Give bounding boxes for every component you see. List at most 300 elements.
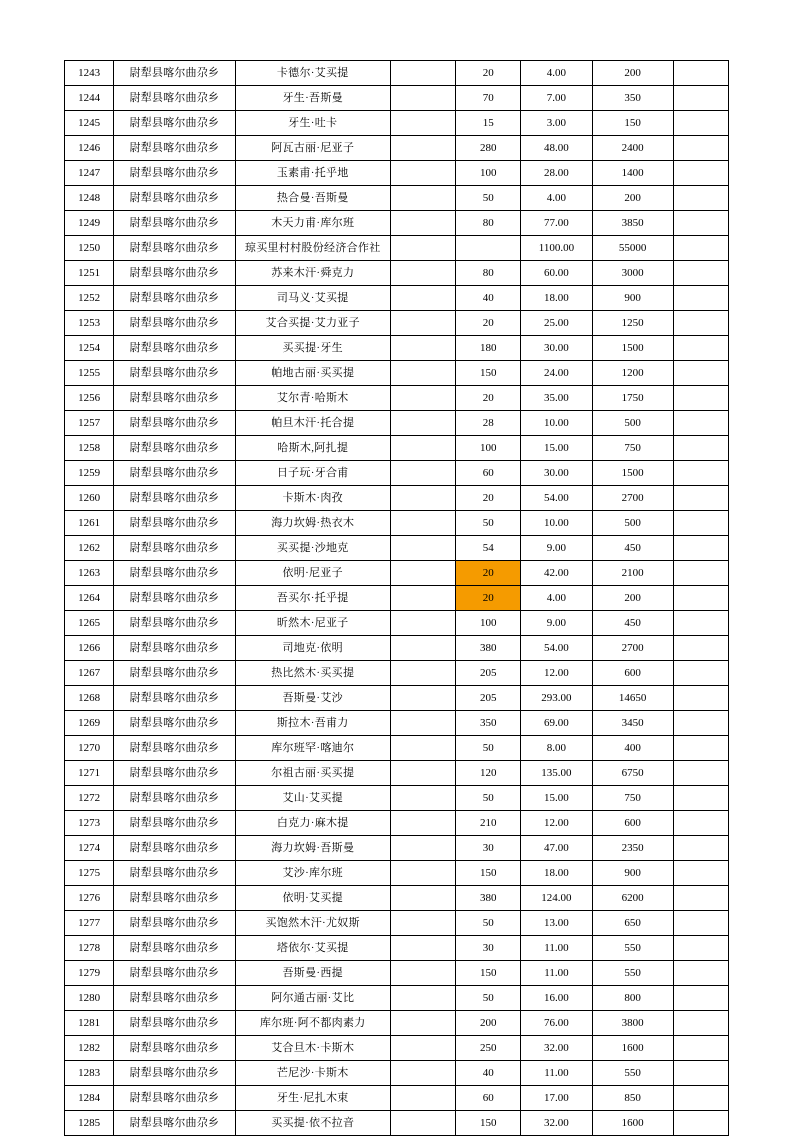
cell-id: 1269 [65,711,114,736]
cell-blank2 [673,486,728,511]
cell-org: 尉犁县喀尔曲尕乡 [114,786,235,811]
cell-qty: 50 [456,511,521,536]
cell-blank1 [390,186,455,211]
cell-qty: 28 [456,411,521,436]
cell-name: 艾山·艾买提 [235,786,390,811]
cell-price: 15.00 [521,436,592,461]
cell-price: 7.00 [521,86,592,111]
cell-blank1 [390,86,455,111]
cell-blank1 [390,1086,455,1111]
cell-qty: 205 [456,686,521,711]
cell-price: 4.00 [521,186,592,211]
cell-id: 1251 [65,261,114,286]
cell-qty: 180 [456,336,521,361]
cell-blank2 [673,536,728,561]
cell-blank2 [673,586,728,611]
cell-price: 11.00 [521,936,592,961]
cell-price: 18.00 [521,286,592,311]
cell-name: 阿尔通古丽·艾比 [235,986,390,1011]
cell-price: 54.00 [521,636,592,661]
cell-id: 1273 [65,811,114,836]
cell-id: 1243 [65,61,114,86]
table-row [65,836,729,861]
cell-blank2 [673,336,728,361]
cell-org: 尉犁县喀尔曲尕乡 [114,1111,235,1136]
cell-id: 1266 [65,636,114,661]
cell-name: 卡斯木·肉孜 [235,486,390,511]
cell-blank1 [390,686,455,711]
cell-qty: 20 [456,561,521,586]
cell-price: 15.00 [521,786,592,811]
cell-id: 1252 [65,286,114,311]
table-row [65,186,729,211]
cell-total: 14650 [592,686,673,711]
cell-qty: 60 [456,461,521,486]
table-row [65,986,729,1011]
cell-name: 依明·尼亚子 [235,561,390,586]
cell-name: 阿瓦古丽·尼亚子 [235,136,390,161]
cell-blank1 [390,386,455,411]
cell-name: 哈斯木,阿扎提 [235,436,390,461]
table-row [65,661,729,686]
cell-price: 69.00 [521,711,592,736]
cell-blank2 [673,286,728,311]
cell-blank2 [673,211,728,236]
cell-org: 尉犁县喀尔曲尕乡 [114,1011,235,1036]
cell-qty: 100 [456,161,521,186]
cell-blank1 [390,786,455,811]
table-row [65,261,729,286]
cell-blank1 [390,461,455,486]
cell-name: 白克力·麻木提 [235,811,390,836]
cell-id: 1248 [65,186,114,211]
cell-blank2 [673,1011,728,1036]
cell-org: 尉犁县喀尔曲尕乡 [114,736,235,761]
cell-org: 尉犁县喀尔曲尕乡 [114,311,235,336]
table-row [65,1036,729,1061]
cell-total: 450 [592,611,673,636]
cell-id: 1270 [65,736,114,761]
cell-name: 买饱然木汗·尤奴斯 [235,911,390,936]
cell-qty: 20 [456,386,521,411]
cell-id: 1259 [65,461,114,486]
table-row [65,1011,729,1036]
cell-org: 尉犁县喀尔曲尕乡 [114,161,235,186]
cell-total: 55000 [592,236,673,261]
cell-total: 350 [592,86,673,111]
cell-blank1 [390,111,455,136]
cell-blank1 [390,311,455,336]
cell-org: 尉犁县喀尔曲尕乡 [114,411,235,436]
cell-blank1 [390,861,455,886]
cell-blank2 [673,836,728,861]
table-row [65,211,729,236]
table-row [65,336,729,361]
cell-id: 1275 [65,861,114,886]
cell-blank2 [673,636,728,661]
cell-org: 尉犁县喀尔曲尕乡 [114,686,235,711]
cell-price: 32.00 [521,1036,592,1061]
cell-blank2 [673,86,728,111]
cell-name: 库尔班·阿不都肉素力 [235,1011,390,1036]
cell-blank1 [390,436,455,461]
cell-qty: 380 [456,886,521,911]
cell-name: 卡德尔·艾买提 [235,61,390,86]
table-row [65,361,729,386]
cell-blank2 [673,686,728,711]
table-row [65,811,729,836]
cell-qty: 15 [456,111,521,136]
cell-qty: 50 [456,736,521,761]
cell-blank2 [673,361,728,386]
cell-qty: 150 [456,361,521,386]
cell-qty: 380 [456,636,521,661]
table-row [65,236,729,261]
cell-blank1 [390,561,455,586]
cell-name: 司马义·艾买提 [235,286,390,311]
table-row [65,911,729,936]
cell-blank2 [673,811,728,836]
cell-price: 124.00 [521,886,592,911]
cell-price: 4.00 [521,586,592,611]
cell-blank2 [673,711,728,736]
cell-org: 尉犁县喀尔曲尕乡 [114,661,235,686]
cell-price: 17.00 [521,1086,592,1111]
table-row [65,1086,729,1111]
cell-blank2 [673,236,728,261]
cell-qty: 280 [456,136,521,161]
table-row [65,561,729,586]
cell-qty: 80 [456,261,521,286]
cell-org: 尉犁县喀尔曲尕乡 [114,361,235,386]
cell-total: 2700 [592,486,673,511]
table-row [65,686,729,711]
cell-qty: 30 [456,936,521,961]
cell-name: 艾合买提·艾力亚子 [235,311,390,336]
cell-name: 牙生·吾斯曼 [235,86,390,111]
table-row [65,86,729,111]
table-row [65,136,729,161]
cell-price: 11.00 [521,1061,592,1086]
table-row [65,786,729,811]
cell-price: 35.00 [521,386,592,411]
cell-qty: 150 [456,861,521,886]
cell-org: 尉犁县喀尔曲尕乡 [114,536,235,561]
cell-org: 尉犁县喀尔曲尕乡 [114,236,235,261]
cell-blank1 [390,811,455,836]
table-row [65,886,729,911]
cell-blank2 [673,736,728,761]
cell-name: 牙生·尼扎木束 [235,1086,390,1111]
cell-total: 550 [592,936,673,961]
cell-blank1 [390,1011,455,1036]
cell-org: 尉犁县喀尔曲尕乡 [114,261,235,286]
cell-blank2 [673,986,728,1011]
cell-total: 650 [592,911,673,936]
cell-name: 热比然木·买买提 [235,661,390,686]
cell-id: 1280 [65,986,114,1011]
cell-total: 3000 [592,261,673,286]
cell-id: 1283 [65,1061,114,1086]
cell-org: 尉犁县喀尔曲尕乡 [114,286,235,311]
cell-blank1 [390,1061,455,1086]
cell-price: 42.00 [521,561,592,586]
cell-qty: 80 [456,211,521,236]
cell-org: 尉犁县喀尔曲尕乡 [114,611,235,636]
cell-id: 1261 [65,511,114,536]
cell-id: 1281 [65,1011,114,1036]
cell-qty: 150 [456,1111,521,1136]
cell-price: 1100.00 [521,236,592,261]
cell-name: 芒尼沙·卡斯木 [235,1061,390,1086]
cell-total: 3800 [592,1011,673,1036]
cell-qty: 205 [456,661,521,686]
cell-qty: 20 [456,61,521,86]
cell-id: 1263 [65,561,114,586]
cell-total: 200 [592,186,673,211]
table-row [65,436,729,461]
cell-qty: 200 [456,1011,521,1036]
cell-qty: 20 [456,486,521,511]
cell-blank2 [673,186,728,211]
cell-name: 买买提·沙地克 [235,536,390,561]
cell-price: 28.00 [521,161,592,186]
cell-price: 76.00 [521,1011,592,1036]
cell-org: 尉犁县喀尔曲尕乡 [114,561,235,586]
table-row [65,161,729,186]
cell-id: 1279 [65,961,114,986]
cell-qty: 40 [456,1061,521,1086]
cell-id: 1244 [65,86,114,111]
cell-blank2 [673,1061,728,1086]
table-row [65,711,729,736]
cell-org: 尉犁县喀尔曲尕乡 [114,136,235,161]
cell-blank1 [390,961,455,986]
cell-blank2 [673,461,728,486]
cell-price: 30.00 [521,461,592,486]
cell-org: 尉犁县喀尔曲尕乡 [114,936,235,961]
cell-price: 54.00 [521,486,592,511]
cell-org: 尉犁县喀尔曲尕乡 [114,586,235,611]
cell-blank2 [673,911,728,936]
cell-id: 1245 [65,111,114,136]
cell-price: 16.00 [521,986,592,1011]
cell-name: 牙生·吐卡 [235,111,390,136]
table-row [65,511,729,536]
cell-qty: 50 [456,186,521,211]
cell-name: 买买提·牙生 [235,336,390,361]
cell-name: 吾斯曼·西提 [235,961,390,986]
cell-blank1 [390,1111,455,1136]
table-row [65,961,729,986]
cell-org: 尉犁县喀尔曲尕乡 [114,1086,235,1111]
cell-price: 3.00 [521,111,592,136]
table-row [65,1111,729,1136]
cell-id: 1262 [65,536,114,561]
cell-price: 10.00 [521,411,592,436]
cell-id: 1260 [65,486,114,511]
cell-blank1 [390,661,455,686]
cell-blank2 [673,786,728,811]
cell-blank1 [390,286,455,311]
cell-blank1 [390,736,455,761]
cell-price: 60.00 [521,261,592,286]
cell-id: 1249 [65,211,114,236]
cell-blank1 [390,886,455,911]
cell-org: 尉犁县喀尔曲尕乡 [114,761,235,786]
cell-org: 尉犁县喀尔曲尕乡 [114,836,235,861]
cell-name: 木天力甫·库尔班 [235,211,390,236]
cell-price: 25.00 [521,311,592,336]
cell-id: 1272 [65,786,114,811]
cell-name: 司地克·依明 [235,636,390,661]
cell-price: 9.00 [521,536,592,561]
cell-price: 11.00 [521,961,592,986]
cell-total: 1600 [592,1036,673,1061]
cell-blank2 [673,436,728,461]
cell-total: 750 [592,786,673,811]
cell-price: 77.00 [521,211,592,236]
cell-id: 1246 [65,136,114,161]
cell-blank2 [673,511,728,536]
cell-total: 2100 [592,561,673,586]
cell-total: 550 [592,961,673,986]
cell-blank2 [673,961,728,986]
cell-org: 尉犁县喀尔曲尕乡 [114,461,235,486]
cell-name: 琼买里村村股份经济合作社 [235,236,390,261]
cell-qty: 54 [456,536,521,561]
cell-id: 1277 [65,911,114,936]
cell-org: 尉犁县喀尔曲尕乡 [114,811,235,836]
cell-blank1 [390,986,455,1011]
cell-total: 3450 [592,711,673,736]
cell-blank2 [673,1036,728,1061]
cell-blank1 [390,1036,455,1061]
cell-id: 1253 [65,311,114,336]
cell-name: 艾沙·库尔班 [235,861,390,886]
cell-qty: 250 [456,1036,521,1061]
cell-org: 尉犁县喀尔曲尕乡 [114,1061,235,1086]
table-row [65,761,729,786]
cell-blank1 [390,411,455,436]
cell-qty: 20 [456,586,521,611]
cell-total: 450 [592,536,673,561]
cell-qty: 20 [456,311,521,336]
cell-blank1 [390,911,455,936]
cell-org: 尉犁县喀尔曲尕乡 [114,336,235,361]
cell-total: 2400 [592,136,673,161]
cell-name: 依明·艾买提 [235,886,390,911]
cell-name: 艾合旦木·卡斯木 [235,1036,390,1061]
cell-price: 4.00 [521,61,592,86]
cell-price: 9.00 [521,611,592,636]
cell-name: 斯拉木·吾甫力 [235,711,390,736]
table-row [65,386,729,411]
cell-total: 1750 [592,386,673,411]
cell-total: 3850 [592,211,673,236]
cell-name: 库尔班罕·喀迪尔 [235,736,390,761]
cell-total: 1500 [592,336,673,361]
cell-org: 尉犁县喀尔曲尕乡 [114,111,235,136]
cell-qty: 40 [456,286,521,311]
cell-total: 600 [592,811,673,836]
cell-total: 1400 [592,161,673,186]
cell-blank2 [673,261,728,286]
cell-org: 尉犁县喀尔曲尕乡 [114,486,235,511]
cell-blank1 [390,261,455,286]
cell-blank2 [673,136,728,161]
cell-total: 850 [592,1086,673,1111]
cell-id: 1265 [65,611,114,636]
cell-name: 吾斯曼·艾沙 [235,686,390,711]
cell-id: 1276 [65,886,114,911]
table-row [65,411,729,436]
cell-name: 艾尔青·哈斯木 [235,386,390,411]
cell-total: 550 [592,1061,673,1086]
cell-total: 750 [592,436,673,461]
cell-name: 买买提·依不拉音 [235,1111,390,1136]
cell-org: 尉犁县喀尔曲尕乡 [114,861,235,886]
cell-org: 尉犁县喀尔曲尕乡 [114,61,235,86]
cell-name: 吾买尔·托乎提 [235,586,390,611]
cell-qty: 50 [456,911,521,936]
cell-price: 13.00 [521,911,592,936]
cell-price: 8.00 [521,736,592,761]
cell-blank1 [390,486,455,511]
cell-id: 1256 [65,386,114,411]
cell-blank1 [390,636,455,661]
cell-total: 900 [592,286,673,311]
cell-id: 1264 [65,586,114,611]
cell-org: 尉犁县喀尔曲尕乡 [114,711,235,736]
cell-blank2 [673,311,728,336]
table-row [65,636,729,661]
cell-blank1 [390,611,455,636]
table-row [65,861,729,886]
cell-name: 帕旦木汗·托合提 [235,411,390,436]
cell-blank1 [390,236,455,261]
cell-id: 1254 [65,336,114,361]
cell-id: 1271 [65,761,114,786]
cell-blank2 [673,661,728,686]
cell-id: 1258 [65,436,114,461]
cell-id: 1274 [65,836,114,861]
cell-blank1 [390,336,455,361]
table-row [65,286,729,311]
cell-blank2 [673,386,728,411]
cell-org: 尉犁县喀尔曲尕乡 [114,211,235,236]
cell-blank2 [673,861,728,886]
table-row [65,486,729,511]
cell-total: 150 [592,111,673,136]
cell-qty [456,236,521,261]
cell-org: 尉犁县喀尔曲尕乡 [114,1036,235,1061]
cell-blank1 [390,761,455,786]
cell-total: 1250 [592,311,673,336]
cell-total: 1500 [592,461,673,486]
cell-blank2 [673,936,728,961]
table-row [65,311,729,336]
cell-qty: 30 [456,836,521,861]
cell-qty: 50 [456,786,521,811]
table-row [65,536,729,561]
cell-org: 尉犁县喀尔曲尕乡 [114,986,235,1011]
cell-total: 600 [592,661,673,686]
cell-total: 1200 [592,361,673,386]
cell-org: 尉犁县喀尔曲尕乡 [114,961,235,986]
cell-name: 海力坎姆·吾斯曼 [235,836,390,861]
cell-qty: 120 [456,761,521,786]
